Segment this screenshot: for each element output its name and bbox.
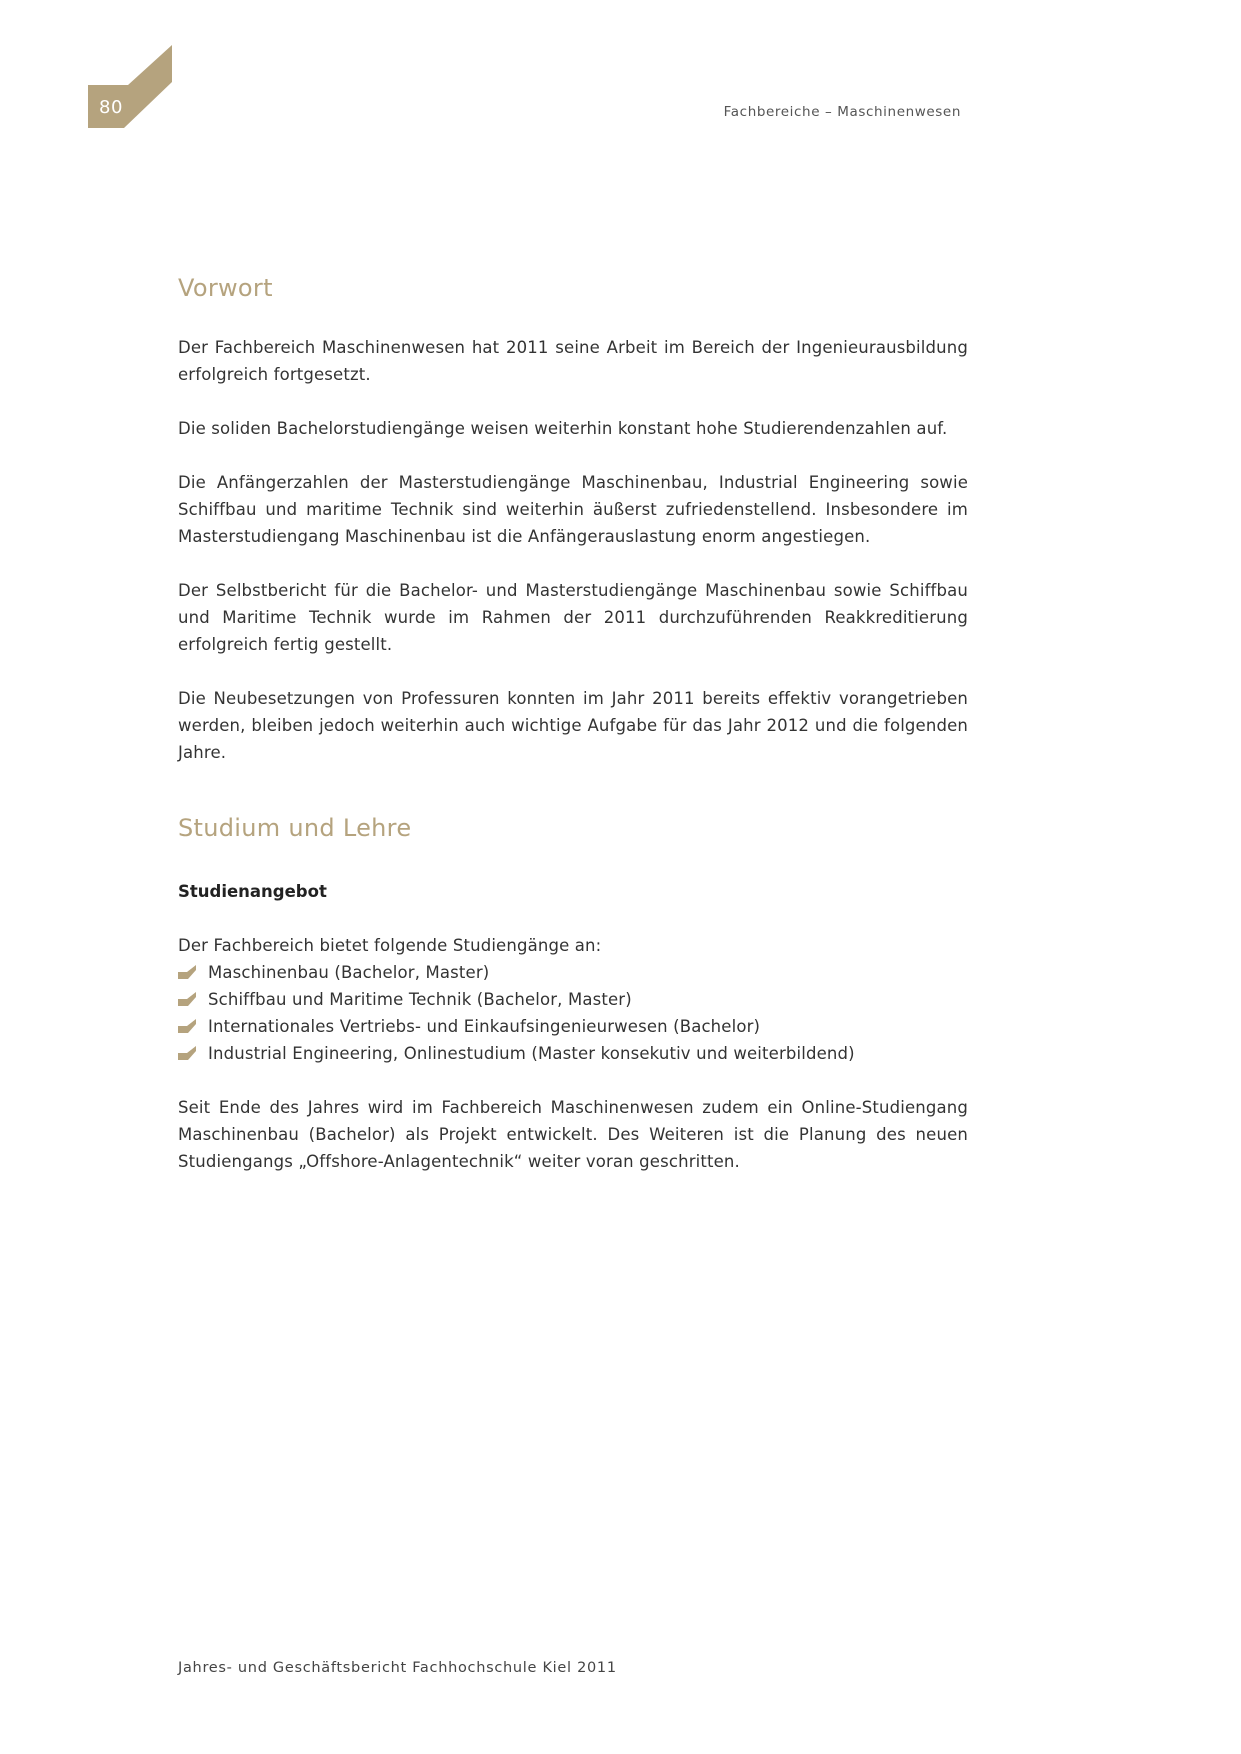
list-item bbox=[178, 1013, 968, 1040]
list-item bbox=[178, 1040, 968, 1067]
check-bullet-icon bbox=[178, 992, 198, 1006]
paragraph: Die Anfängerzahlen der Masterstudiengänge Maschinenbau, Industrial Engineering sowie Schiffbau und maritime Technik sind weiterhin äußerst zufriedenstellend. Insbesondere im Masterstudiengang Maschinenbau ist die Anfängerauslastung enorm angestiegen. bbox=[178, 473, 968, 546]
check-bullet-icon bbox=[178, 1019, 198, 1033]
list-item-label: Industrial Engineering, Onlinestudium (Master konsekutiv und weiterbildend) bbox=[208, 1044, 855, 1063]
list-item-label: Maschinenbau (Bachelor, Master) bbox=[208, 963, 490, 982]
paragraph: Die soliden Bachelorstudiengänge weisen weiterhin konstant hohe Studierendenzahlen auf. bbox=[178, 419, 948, 438]
running-header: Fachbereiche – Maschinenwesen bbox=[723, 104, 961, 120]
page-number: 80 bbox=[99, 97, 123, 118]
paragraph: Der Fachbereich Maschinenwesen hat 2011 seine Arbeit im Bereich der Ingenieurausbildung erfolgreich fortgesetzt. bbox=[178, 338, 968, 384]
list-item-label: Schiffbau und Maritime Technik (Bachelor, Master) bbox=[208, 990, 632, 1009]
check-bullet-icon bbox=[178, 1046, 198, 1060]
section-heading-studium: Studium und Lehre bbox=[178, 814, 412, 842]
page-footer: Jahres- und Geschäftsbericht Fachhochschule Kiel 2011 bbox=[178, 1660, 617, 1676]
section-heading-vorwort: Vorwort bbox=[178, 274, 273, 302]
list-item-label: Internationales Vertriebs- und Einkaufsingenieurwesen (Bachelor) bbox=[208, 1017, 761, 1036]
list-item bbox=[178, 986, 968, 1013]
paragraph: Seit Ende des Jahres wird im Fachbereich Maschinenwesen zudem ein Online-Studiengang Maschinenbau (Bachelor) als Projekt entwickelt. Des Weiteren ist die Planung des neuen Studiengangs „Offshore-Anlagentechnik“ weiter voran geschritten. bbox=[178, 1098, 968, 1171]
list-intro: Der Fachbereich bietet folgende Studiengänge an: bbox=[178, 936, 602, 955]
program-list bbox=[178, 959, 968, 1067]
list-item bbox=[178, 959, 968, 986]
paragraph: Der Selbstbericht für die Bachelor- und Masterstudiengänge Maschinenbau sowie Schiffbau und Maritime Technik wurde im Rahmen der 2011 durchzuführenden Reakkreditierung erfolgreich fertig gestellt. bbox=[178, 581, 968, 654]
paragraph: Die Neubesetzungen von Professuren konnten im Jahr 2011 bereits effektiv vorangetrieben werden, bleiben jedoch weiterhin auch wichtige Aufgabe für das Jahr 2012 und die folgenden Jahre. bbox=[178, 689, 968, 762]
check-bullet-icon bbox=[178, 965, 198, 979]
subheading-studienangebot: Studienangebot bbox=[178, 882, 327, 901]
main-content bbox=[178, 270, 968, 1175]
